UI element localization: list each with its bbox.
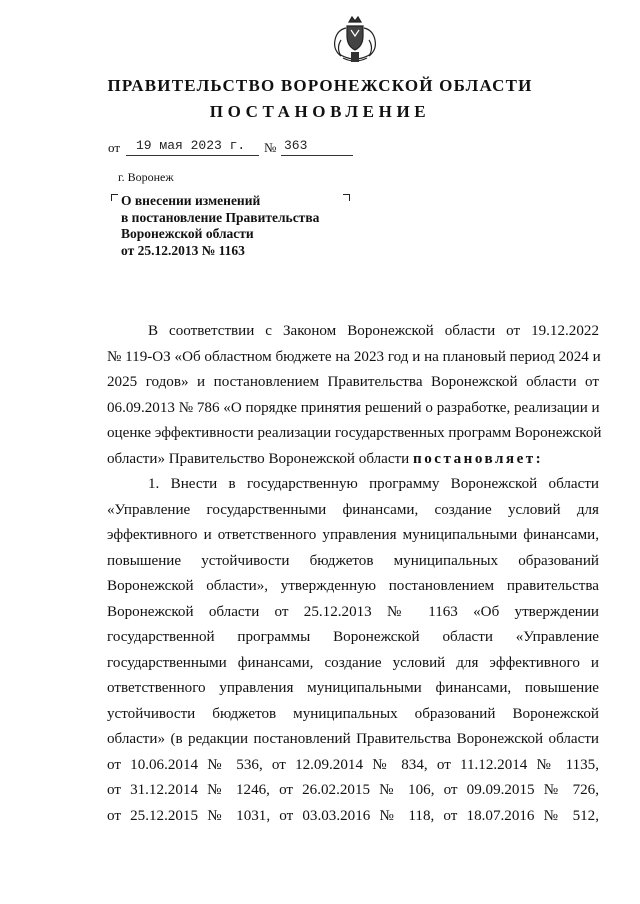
government-title: ПРАВИТЕЛЬСТВО ВОРОНЕЖСКОЙ ОБЛАСТИ bbox=[107, 76, 533, 95]
document-type: ПОСТАНОВЛЕНИЕ bbox=[209, 102, 431, 121]
body-line: государственной программы Воронежской области «Управление bbox=[107, 629, 599, 645]
city: г. Воронеж bbox=[118, 170, 174, 184]
body-line: Воронежской области от 25.12.2013 № 1163 «Об утверждении bbox=[107, 603, 599, 620]
bracket-top-right-icon bbox=[343, 194, 350, 201]
body-line: Воронежской области», утвержденную постановлением правительства bbox=[107, 578, 599, 594]
body-line: 1. Внести в государственную программу Воронежской области bbox=[148, 476, 599, 492]
date-underline bbox=[126, 155, 259, 156]
document-subject bbox=[121, 193, 319, 259]
subject-line: О внесении изменений bbox=[121, 193, 261, 208]
body-line-last bbox=[107, 447, 599, 473]
body-line: от 25.12.2015 № 1031, от 03.03.2016 № 118, от 18.07.2016 № 512, bbox=[107, 807, 599, 824]
body-line: области» (в редакции постановлений Правительства Воронежской области bbox=[107, 731, 599, 747]
body-line: № 119-ОЗ «Об областном бюджете на 2023 год и на плановый период 2024 и bbox=[107, 348, 601, 365]
body-line: 2025 годов» и постановлением Правительства Воронежской области от bbox=[107, 374, 599, 390]
body-line: эффективного и ответственного управления муниципальными финансами, bbox=[107, 527, 599, 543]
body-line: В соответствии с Законом Воронежской области от 19.12.2022 bbox=[148, 323, 599, 339]
body-line: устойчивости бюджетов муниципальных образований Воронежской bbox=[107, 705, 599, 722]
bracket-top-left-icon bbox=[111, 194, 118, 201]
body-line: государственными финансами, создание условий для эффективного и bbox=[107, 654, 599, 671]
document-body bbox=[107, 319, 602, 829]
body-line: от 31.12.2014 № 1246, от 26.02.2015 № 106, от 09.09.2015 № 726, bbox=[107, 782, 599, 798]
coat-of-arms-icon bbox=[325, 14, 385, 68]
subject-line: от 25.12.2013 № 1163 bbox=[121, 242, 245, 258]
body-line: 06.09.2013 № 786 «О порядке принятия решений о разработке, реализации и bbox=[107, 399, 600, 416]
subject-line: Воронежской области bbox=[121, 226, 254, 242]
date-prefix: от bbox=[108, 140, 121, 155]
number-prefix: № bbox=[264, 140, 277, 155]
body-line: от 10.06.2014 № 536, от 12.09.2014 № 834, от 11.12.2014 № 1135, bbox=[107, 756, 599, 773]
number-underline bbox=[281, 155, 353, 156]
document-number: 363 bbox=[284, 138, 308, 153]
resolution-keyword: постановляет: bbox=[413, 450, 544, 467]
subject-line: в постановление Правительства bbox=[121, 209, 320, 225]
document-date: 19 мая 2023 г. bbox=[136, 138, 246, 153]
body-line-text: области» Правительство Воронежской области bbox=[107, 450, 410, 467]
body-line: оценке эффективности реализации государственных программ Воронежской bbox=[107, 425, 602, 441]
body-line: ответственного управления муниципальными финансами, повышение bbox=[107, 680, 599, 696]
body-line: повышение устойчивости бюджетов муниципальных образований bbox=[107, 552, 599, 569]
body-line: «Управление государственными финансами, создание условий для bbox=[107, 501, 599, 518]
